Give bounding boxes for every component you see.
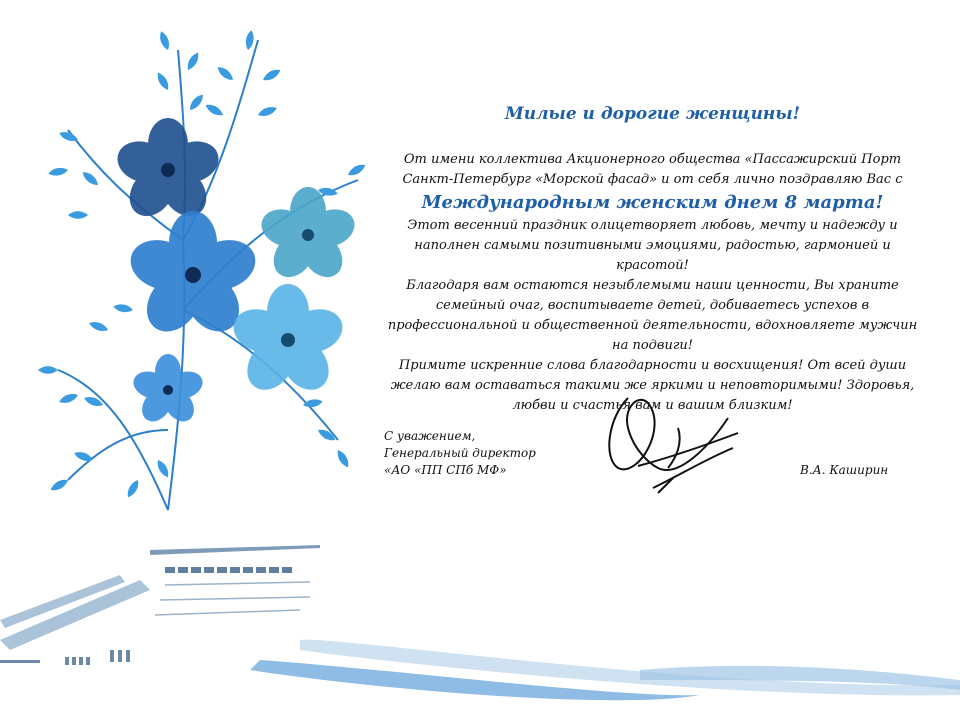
flower-right-light — [228, 284, 348, 399]
flower-right-teal — [257, 187, 360, 285]
intro-text: От имени коллектива Акционерного общества «Пассажирский Порт Санкт-Петербург «Морской фасад» и от себя лично поздравляю Вас с — [402, 152, 903, 187]
paragraph-1: Этот весенний праздник олицетворяет любовь, мечту и надежду и наполнен самыми позитивными эмоциями, радостью, гармонией и красотой! — [407, 218, 898, 273]
paragraph-3: Примите искренние слова благодарности и восхищения! От всей души желаю вам оставаться такими же яркими и неповторимыми! Здоровья, любви и счастья вам и вашим близким! — [390, 358, 915, 413]
ship-sea-decoration — [0, 520, 960, 720]
flower-bottom-small — [130, 354, 206, 427]
company-text: «АО «ПП СПб МФ» — [384, 463, 507, 477]
regards-text: С уважением, — [384, 429, 476, 443]
handwritten-signature — [598, 388, 748, 508]
occasion-title: Международным женским днем 8 марта! — [421, 192, 884, 213]
greeting-title: Милые и дорогие женщины! — [504, 104, 801, 124]
signature-block — [384, 428, 536, 479]
position-text: Генеральный директор — [384, 446, 536, 460]
director-name: В.А. Каширин — [800, 463, 889, 477]
letter-body — [380, 104, 925, 416]
flower-top — [112, 118, 224, 225]
paragraph-2: Благодаря вам остаются незыблемыми наши ценности, Вы храните семейный очаг, воспитываете детей, добиваетесь успехов в профессиональной и общественной деятельности, вдохновляете мужчин на подвиги! — [387, 278, 918, 353]
flower-bouquet-illustration — [18, 10, 388, 530]
